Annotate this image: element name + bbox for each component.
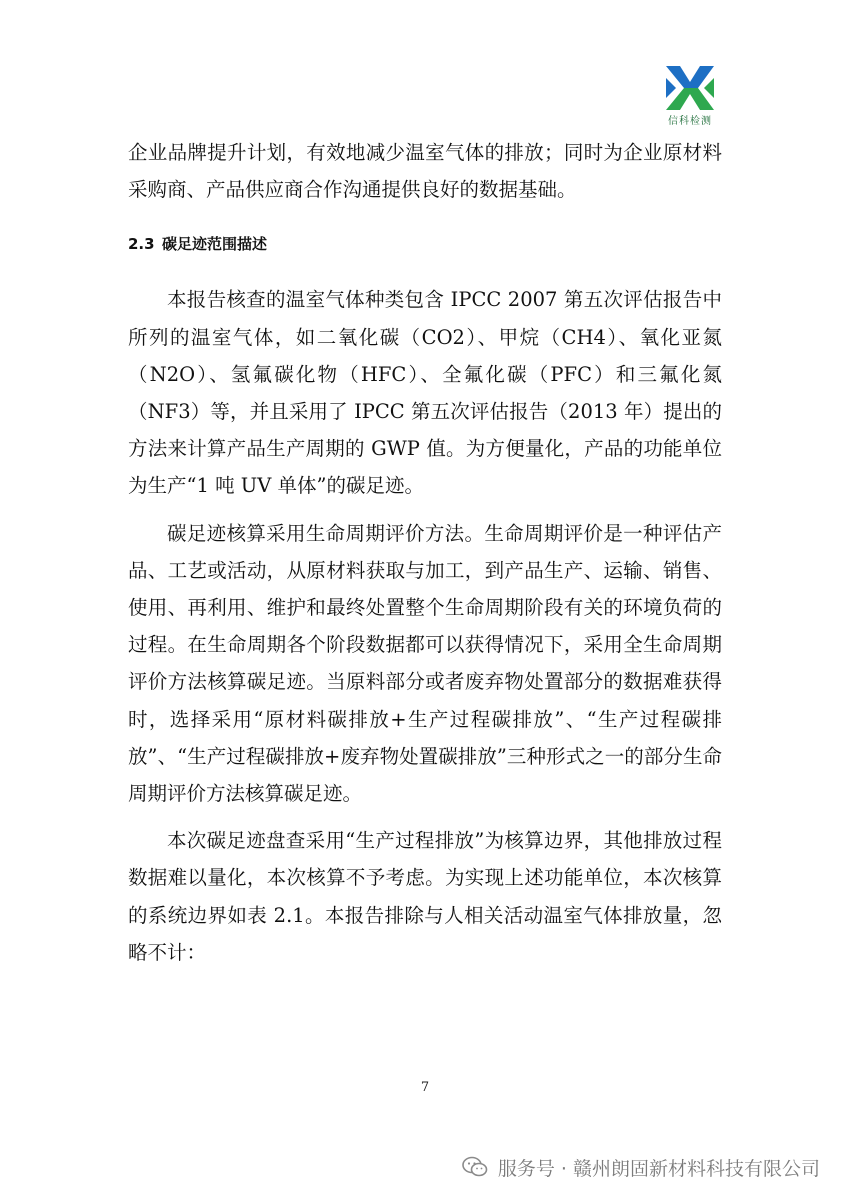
- footer-text: 服务号 · 赣州朗固新材料科技有限公司: [497, 1157, 820, 1180]
- intro-paragraph: 企业品牌提升计划，有效地减少温室气体的排放；同时为企业原材料采购商、产品供应商合作沟通提供良好的数据基础。: [128, 141, 722, 202]
- company-logo: [662, 64, 718, 130]
- document-body: [128, 134, 722, 971]
- section-title: 碳足迹范围描述: [162, 235, 268, 254]
- footer-watermark: [462, 1152, 820, 1182]
- wechat-icon: [462, 1156, 488, 1178]
- logo-text: 信科检测: [668, 116, 712, 127]
- section-number: 2.3: [128, 235, 155, 254]
- paragraph-lca-method: 碳足迹核算采用生命周期评价方法。生命周期评价是一种评估产品、工艺或活动，从原材料获取与加工，到产品生产、运输、销售、使用、再利用、维护和最终处置整个生命周期阶段有关的环境负荷的过程。在生命周期各个阶段数据都可以获得情况下，采用全生命周期评价方法核算碳足迹。当原料部分或者废弃物处置部分的数据难获得时，选择采用“原材料碳排放+生产过程碳排放”、“生产过程碳排放”、“生产过程碳排放+废弃物处置碳排放”三种形式之一的部分生命周期评价方法核算碳足迹。: [128, 521, 722, 806]
- paragraph-ghg-scope: 本报告核查的温室气体种类包含 IPCC 2007 第五次评估报告中所列的温室气体，如二氧化碳（CO2）、甲烷（CH4）、氧化亚氮（N2O）、氢氟碳化物（HFC）、全氟化碳（PFC）和三氟化氮（NF3）等，并且采用了 IPCC 第五次评估报告（2013 年）提出的方法来计算产品生产周期的 GWP 值。为方便量化，产品的功能单位为生产“1 吨 UV 单体”的碳足迹。: [128, 288, 722, 498]
- paragraph-system-boundary: 本次碳足迹盘查采用“生产过程排放”为核算边界，其他排放过程数据难以量化，本次核算不予考虑。为实现上述功能单位，本次核算的系统边界如表 2.1。本报告排除与人相关活动温室气体排放量，忽略不计：: [128, 829, 722, 964]
- page-number: 7: [420, 1080, 430, 1095]
- section-heading: [128, 226, 722, 263]
- logo-mark-icon: [662, 64, 718, 112]
